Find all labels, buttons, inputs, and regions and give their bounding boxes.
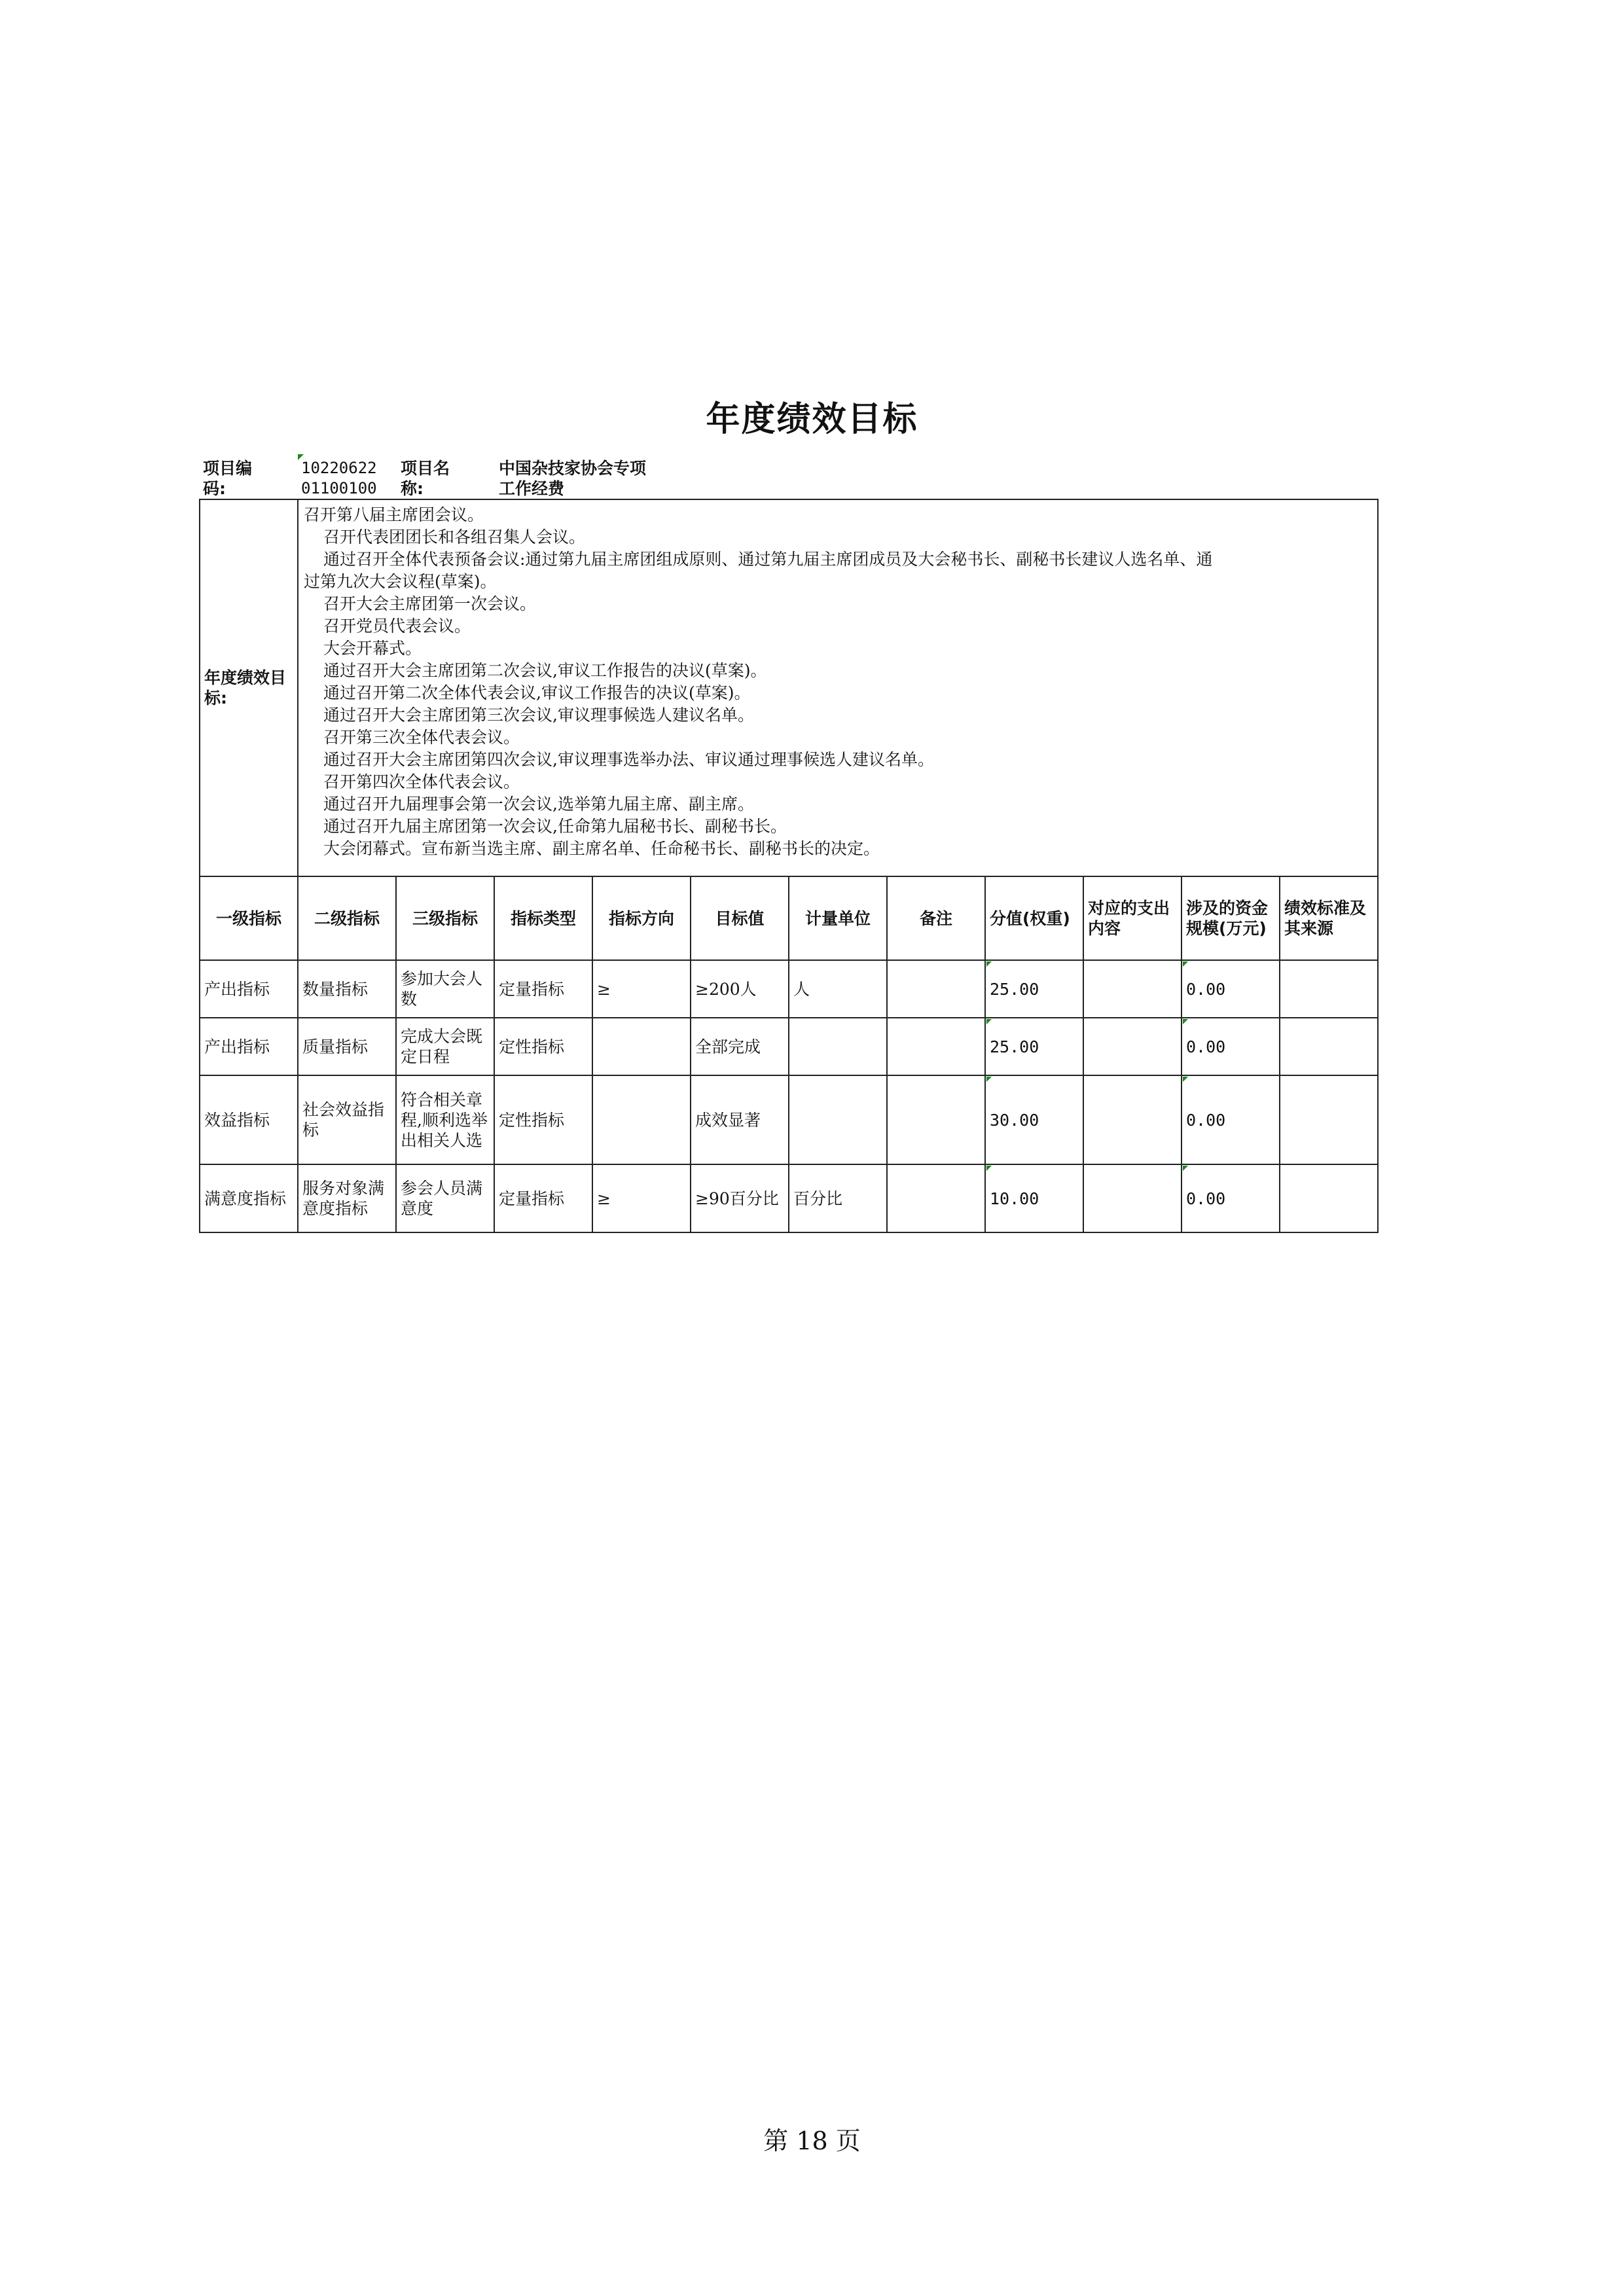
- cell-funds: [1182, 1164, 1280, 1232]
- cell-target: 成效显著: [691, 1075, 789, 1164]
- project-code-label-line1: 项目编: [203, 459, 253, 478]
- page-number: 第 18 页: [763, 2126, 861, 2155]
- goal-text: [298, 499, 1378, 876]
- cell-marker-icon: [1183, 1019, 1188, 1024]
- goal-line: 通过召开九届理事会第一次会议,选举第九届主席、副主席。: [323, 795, 754, 814]
- cell-type: 定性指标: [494, 1018, 592, 1075]
- table-row: [200, 960, 1378, 1018]
- cell-marker-icon: [986, 1166, 992, 1171]
- cell-l1: 效益指标: [200, 1075, 298, 1164]
- column-header: 备注: [887, 876, 985, 960]
- project-code-value-line1: 10220622: [301, 459, 377, 477]
- cell-funds: [1182, 960, 1280, 1018]
- column-header: 指标方向: [592, 876, 691, 960]
- cell-score-value: 30.00: [990, 1110, 1039, 1130]
- cell-unit: [789, 1018, 887, 1075]
- cell-note: [887, 960, 985, 1018]
- goal-line: 通过召开第二次全体代表会议,审议工作报告的决议(草案)。: [323, 683, 751, 702]
- column-header: 对应的支出内容: [1083, 876, 1182, 960]
- cell-score-value: 25.00: [990, 979, 1039, 999]
- goal-line: 召开党员代表会议。: [323, 617, 471, 636]
- project-name-value-line2: 工作经费: [499, 479, 565, 498]
- cell-funds-value: 0.00: [1186, 1110, 1226, 1130]
- cell-l2: 服务对象满意度指标: [298, 1164, 396, 1232]
- cell-l1: 满意度指标: [200, 1164, 298, 1232]
- performance-table: [199, 499, 1379, 1233]
- project-name-label-line1: 项目名: [401, 459, 450, 478]
- cell-content: [1083, 1018, 1182, 1075]
- goal-row: [200, 499, 1378, 876]
- table-row: [200, 1075, 1378, 1164]
- column-header-row: [200, 876, 1378, 960]
- cell-l2: 社会效益指标: [298, 1075, 396, 1164]
- cell-unit: 人: [789, 960, 887, 1018]
- cell-score: [985, 1164, 1083, 1232]
- cell-type: 定量指标: [494, 960, 592, 1018]
- goal-line: 通过召开全体代表预备会议:通过第九届主席团组成原则、通过第九届主席团成员及大会秘书长、副秘书长建议人选名单、通: [323, 550, 1213, 569]
- cell-content: [1083, 1075, 1182, 1164]
- project-code-value: [301, 458, 377, 499]
- cell-target: ≥200人: [691, 960, 789, 1018]
- cell-l3: 符合相关章程,顺利选举出相关人选: [396, 1075, 494, 1164]
- goal-line: 召开第八届主席团会议。: [304, 505, 484, 524]
- column-header: 分值(权重): [985, 876, 1083, 960]
- cell-score-value: 10.00: [990, 1189, 1039, 1208]
- goal-line: 通过召开大会主席团第四次会议,审议理事选举办法、审议通过理事候选人建议名单。: [323, 750, 934, 769]
- table-row: [200, 1018, 1378, 1075]
- cell-score: [985, 1018, 1083, 1075]
- goal-line: 通过召开大会主席团第二次会议,审议工作报告的决议(草案)。: [323, 661, 767, 680]
- cell-marker-icon: [1183, 961, 1188, 967]
- goal-line: 召开第三次全体代表会议。: [323, 728, 520, 747]
- goal-line: 召开大会主席团第一次会议。: [323, 594, 537, 613]
- cell-target: 全部完成: [691, 1018, 789, 1075]
- column-header: 一级指标: [200, 876, 298, 960]
- column-header: 涉及的资金规模(万元): [1182, 876, 1280, 960]
- cell-marker-icon: [1183, 1077, 1188, 1082]
- column-header: 目标值: [691, 876, 789, 960]
- cell-funds-value: 0.00: [1186, 1037, 1226, 1056]
- goal-line: 召开第四次全体代表会议。: [323, 772, 520, 791]
- cell-funds-value: 0.00: [1186, 979, 1226, 999]
- cell-note: [887, 1018, 985, 1075]
- cell-marker-icon: [1183, 1166, 1188, 1171]
- column-header: 三级指标: [396, 876, 494, 960]
- cell-l2: 质量指标: [298, 1018, 396, 1075]
- cell-standard: [1280, 1164, 1378, 1232]
- cell-note: [887, 1164, 985, 1232]
- column-header: 二级指标: [298, 876, 396, 960]
- cell-l3: 参加大会人数: [396, 960, 494, 1018]
- goal-line: 大会开幕式。: [323, 639, 422, 658]
- project-code-label-line2: 码:: [203, 479, 226, 498]
- cell-direction: ≥: [592, 1164, 691, 1232]
- goal-line: 大会闭幕式。宣布新当选主席、副主席名单、任命秘书长、副秘书长的决定。: [323, 839, 880, 858]
- table-row: [200, 1164, 1378, 1232]
- cell-funds: [1182, 1018, 1280, 1075]
- cell-standard: [1280, 960, 1378, 1018]
- cell-l3: 参会人员满意度: [396, 1164, 494, 1232]
- cell-l3: 完成大会既定日程: [396, 1018, 494, 1075]
- goal-line: 召开代表团团长和各组召集人会议。: [323, 528, 586, 547]
- cell-note: [887, 1075, 985, 1164]
- column-header: 计量单位: [789, 876, 887, 960]
- column-header: 指标类型: [494, 876, 592, 960]
- cell-score-value: 25.00: [990, 1037, 1039, 1056]
- page-title: 年度绩效目标: [706, 400, 918, 439]
- cell-marker-icon: [986, 1077, 992, 1082]
- goal-line: 过第九次大会议程(草案)。: [304, 572, 497, 591]
- project-name-value: [499, 458, 646, 499]
- cell-type: 定性指标: [494, 1075, 592, 1164]
- cell-l1: 产出指标: [200, 960, 298, 1018]
- project-name-label: [401, 458, 450, 499]
- cell-unit: 百分比: [789, 1164, 887, 1232]
- project-code-label: [203, 458, 252, 499]
- cell-score: [985, 960, 1083, 1018]
- cell-target: ≥90百分比: [691, 1164, 789, 1232]
- cell-l1: 产出指标: [200, 1018, 298, 1075]
- cell-funds-value: 0.00: [1186, 1189, 1226, 1208]
- cell-type: 定量指标: [494, 1164, 592, 1232]
- goal-label: 年度绩效目标:: [200, 499, 298, 876]
- goal-line: 通过召开九届主席团第一次会议,任命第九届秘书长、副秘书长。: [323, 817, 787, 836]
- project-name-label-line2: 称:: [401, 479, 424, 498]
- cell-standard: [1280, 1018, 1378, 1075]
- cell-marker-icon: [986, 1019, 992, 1024]
- project-code-value-line2: 01100100: [301, 479, 377, 497]
- cell-funds: [1182, 1075, 1280, 1164]
- project-name-value-line1: 中国杂技家协会专项: [499, 459, 647, 478]
- cell-direction: [592, 1075, 691, 1164]
- cell-l2: 数量指标: [298, 960, 396, 1018]
- cell-score: [985, 1075, 1083, 1164]
- cell-direction: ≥: [592, 960, 691, 1018]
- column-header: 绩效标准及其来源: [1280, 876, 1378, 960]
- cell-direction: [592, 1018, 691, 1075]
- cell-marker-icon: [986, 961, 992, 967]
- cell-unit: [789, 1075, 887, 1164]
- goal-line: 通过召开大会主席团第三次会议,审议理事候选人建议名单。: [323, 706, 754, 725]
- cell-content: [1083, 1164, 1182, 1232]
- cell-content: [1083, 960, 1182, 1018]
- cell-standard: [1280, 1075, 1378, 1164]
